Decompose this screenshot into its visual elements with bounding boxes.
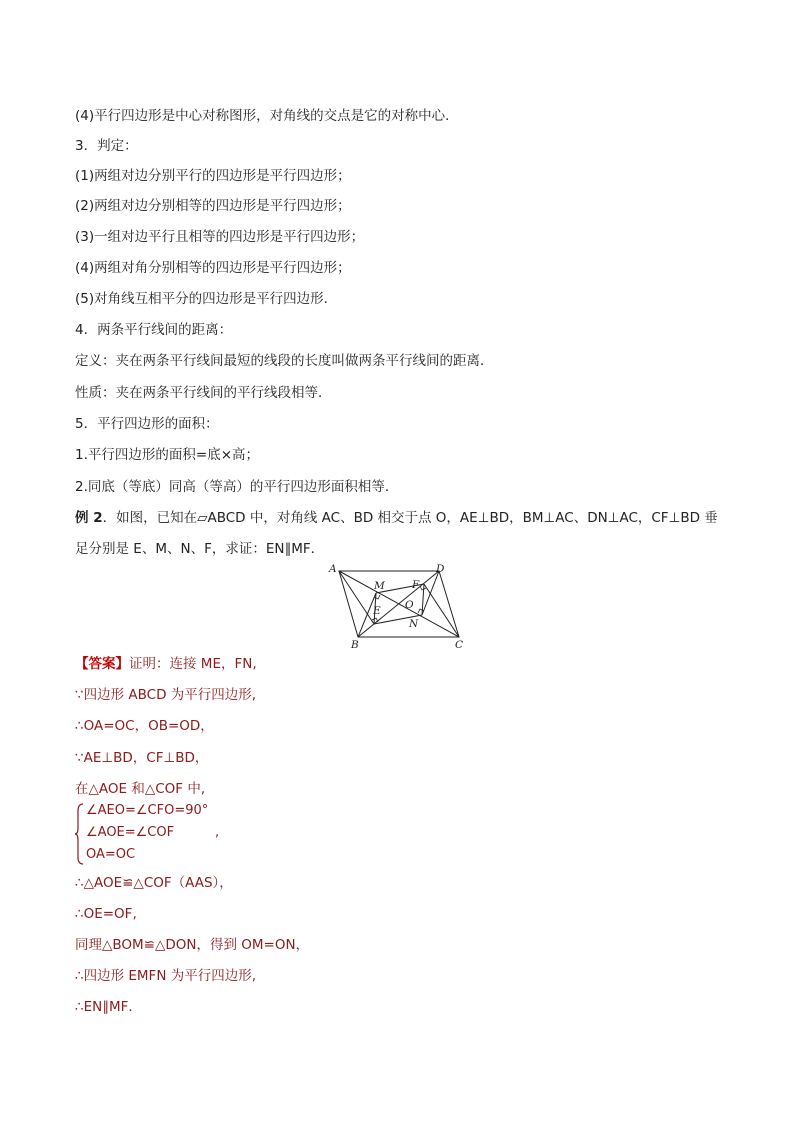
system-equation-2: ∠AOE=∠COF xyxy=(86,825,175,840)
label-e: E xyxy=(373,605,381,617)
label-m: M xyxy=(374,580,385,592)
segment-ae xyxy=(339,571,374,624)
answer-line-10: ∴EN∥MF． xyxy=(75,999,142,1015)
equation-system xyxy=(75,803,275,865)
answer-text-1: 证明：连接 ME，FN, xyxy=(129,656,257,672)
label-c: C xyxy=(455,639,464,651)
area-rule-2-line: 2.同底（等底）同高（等高）的平行四边形面积相等． xyxy=(75,479,399,495)
section-5-heading: 5．平行四边形的面积： xyxy=(75,416,219,432)
definition-line: 定义：夹在两条平行线间最短的线段的长度叫做两条平行线间的距离． xyxy=(75,353,494,369)
criterion-2-line: (2)两组对边分别相等的四边形是平行四边形； xyxy=(75,198,351,214)
answer-line-4: ∵AE⊥BD，CF⊥BD， xyxy=(75,750,209,766)
answer-line-7: ∴OE=OF, xyxy=(75,906,137,922)
criterion-3-line: (3)一组对边平行且相等的四边形是平行四边形； xyxy=(75,229,365,245)
answer-line-1 xyxy=(75,655,257,673)
answer-line-9: ∴四边形 EMFN 为平行四边形, xyxy=(75,968,257,984)
label-a: A xyxy=(329,563,337,575)
answer-line-2: ∵四边形 ABCD 为平行四边形, xyxy=(75,687,257,703)
criterion-5-line: (5)对角线互相平分的四边形是平行四边形． xyxy=(75,291,338,307)
label-o: O xyxy=(405,599,414,611)
parallelogram-figure xyxy=(326,560,478,652)
label-d: D xyxy=(436,563,445,575)
section-4-heading: 4．两条平行线间的距离： xyxy=(75,322,233,338)
answer-line-3: ∴OA=OC，OB=OD， xyxy=(75,718,214,734)
left-brace xyxy=(75,803,85,865)
segment-cf xyxy=(424,584,459,637)
area-rule-1-line: 1.平行四边形的面积=底×高； xyxy=(75,447,260,463)
property-4-line: (4)平行四边形是中心对称图形，对角线的交点是它的对称中心． xyxy=(75,108,459,124)
example-2-line-1 xyxy=(75,509,718,527)
system-comma: , xyxy=(215,825,220,840)
system-equation-3: OA=OC xyxy=(86,847,136,862)
property-line: 性质：夹在两条平行线间的平行线段相等． xyxy=(75,385,332,401)
answer-line-8: 同理△BOM≌△DON，得到 OM=ON， xyxy=(75,937,310,953)
criterion-1-line: (1)两组对边分别平行的四边形是平行四边形； xyxy=(75,168,351,184)
answer-line-6: ∴△AOE≌△COF（AAS）， xyxy=(75,875,233,891)
label-b: B xyxy=(351,639,359,651)
right-angle-mark-f xyxy=(420,586,426,590)
section-3-heading: 3．判定： xyxy=(75,138,138,154)
answer-tag: 【答案】 xyxy=(75,656,129,672)
example-label: 例 2 xyxy=(75,510,103,526)
system-equation-1: ∠AEO=∠CFO=90° xyxy=(86,803,209,818)
answer-line-5: 在△AOE 和△COF 中, xyxy=(75,781,206,797)
example-2-line-2: 足分别是 E、M、N、F，求证：EN∥MF． xyxy=(75,541,325,557)
label-n: N xyxy=(409,618,419,630)
diagonal-bd xyxy=(358,571,439,637)
criterion-4-line: (4)两组对角分别相等的四边形是平行四边形； xyxy=(75,260,351,276)
example-text-1: ．如图，已知在▱ABCD 中，对角线 AC、BD 相交于点 O，AE⊥BD，BM⊥AC、DN⊥AC，CF⊥BD 垂 xyxy=(102,510,718,526)
label-f: F xyxy=(412,579,420,591)
